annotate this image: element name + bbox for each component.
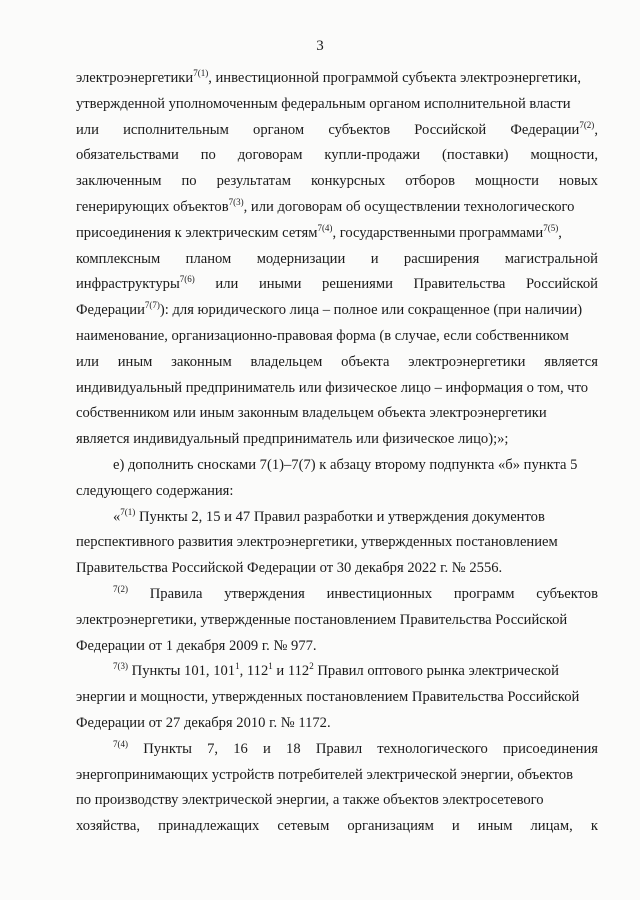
word: технологического <box>377 740 488 757</box>
text-line: индивидуальный предприниматель или физическое лицо – информация о том, что <box>76 379 589 396</box>
word: Правил <box>315 740 363 757</box>
footnote-marker: 7(4) <box>113 738 128 749</box>
word: субъектов <box>536 585 598 602</box>
footnote-marker: 1 <box>268 661 273 672</box>
text-line: утвержденной уполномоченным федеральным органом исполнительной власти <box>76 95 571 112</box>
word: владельцем <box>250 353 323 370</box>
text-line: генерирующих объектов$^{7(3)}$, или договорам об осуществлении технологического <box>76 196 575 215</box>
word: и <box>370 250 379 267</box>
text-line <box>76 737 598 763</box>
text-line: электроэнергетики, утвержденные постановлением Правительства Российской <box>76 611 568 628</box>
word: Правила <box>149 585 203 602</box>
text-line: Федерации от 27 декабря 2010 г. № 1172. <box>76 714 331 731</box>
text-line: является индивидуальный предприниматель или физическое лицо);»; <box>76 431 509 448</box>
text-line <box>76 118 598 144</box>
footnote-marker: 2 <box>309 661 314 672</box>
word: хозяйства, <box>76 818 141 835</box>
word: субъектов <box>328 121 391 138</box>
page-number: 3 <box>316 38 324 54</box>
text-line: Правительства Российской Федерации от 30 декабря 2022 г. № 2556. <box>76 560 503 577</box>
word: инфраструктуры$^{7(6)}$ <box>76 274 195 293</box>
text-line: Федерации$^{7(7)}$): для юридического лица – полное или сокращенное (при наличии) <box>76 300 583 319</box>
word: заключенным <box>76 173 162 190</box>
word: Федерации$^{7(2)}$, <box>510 119 598 138</box>
word: Пункты <box>143 740 192 757</box>
text-line: перспективного развития электроэнергетики, утвержденных постановлением <box>76 534 558 551</box>
word: расширения <box>403 250 480 267</box>
word <box>113 582 128 608</box>
word: иным <box>477 818 513 835</box>
word: модернизации <box>256 250 346 267</box>
word: мощности, <box>530 147 598 164</box>
word: присоединения <box>502 740 598 757</box>
footnote-marker: 7(6) <box>179 274 195 285</box>
word: 16 <box>233 740 248 757</box>
word: или <box>76 121 99 138</box>
footnote-marker: 7(5) <box>543 222 559 233</box>
word: Российской <box>414 121 487 138</box>
text-line <box>76 143 598 169</box>
word: к <box>590 818 598 835</box>
footnote-marker: 7(3) <box>113 661 128 672</box>
word: результатам <box>216 173 291 190</box>
word: решениями <box>322 276 393 293</box>
word: договорам <box>237 147 303 164</box>
word: объекта <box>341 353 390 370</box>
footnote-marker: 7(4) <box>317 222 333 233</box>
word: и <box>451 818 460 835</box>
text-line <box>76 582 598 608</box>
word: 7, <box>207 740 219 757</box>
word: магистральной <box>504 250 598 267</box>
word: планом <box>185 250 232 267</box>
text-line: Федерации от 1 декабря 2009 г. № 977. <box>76 637 317 654</box>
text-line: по производству электрической энергии, а также объектов электросетевого <box>76 792 544 809</box>
text-line <box>76 272 598 298</box>
footnote-marker: 7(1) <box>193 68 209 78</box>
text-line: е) дополнить сносками 7(1)–7(7) к абзацу второму подпункта «б» пункта 5 <box>113 456 578 473</box>
text-line: собственником или иным законным владельцем объекта электроэнергетики <box>76 405 547 422</box>
text-line: электроэнергетики$^{7(1)}$, инвестиционной программой субъекта электроэнергетики, <box>76 68 582 86</box>
word: является <box>544 353 598 370</box>
word: (поставки) <box>442 147 509 164</box>
footnote-marker: 7(3) <box>228 196 244 207</box>
word: электроэнергетики <box>408 353 526 370</box>
word <box>113 737 128 763</box>
text-line: «$^{7(1)}$ Пункты 2, 15 и 47 Правил разработки и утверждения документов <box>113 506 545 525</box>
word: сетевым <box>277 818 330 835</box>
word: конкурсных <box>310 173 386 190</box>
word: и <box>263 740 271 757</box>
footnote-marker: 7(2) <box>113 583 128 594</box>
word: по <box>181 173 197 190</box>
footnote-marker: 7(1) <box>120 506 136 517</box>
text-line: $^{7(3)}$ Пункты 101, $101^1$, $112^1$ и $112^2$ Правил оптового рынка электрической <box>113 661 559 680</box>
word: органом <box>253 121 305 138</box>
text-line: энергии и мощности, утвержденных постановлением Правительства Российской <box>76 689 580 706</box>
word: комплексным <box>76 250 161 267</box>
word: обязательствами <box>76 147 179 164</box>
footnote-marker: 1 <box>235 661 240 672</box>
text-line: наименование, организационно-правовая форма (в случае, если собственником <box>76 327 569 344</box>
document-body <box>76 66 598 840</box>
word: программ <box>453 585 515 602</box>
word: лицам, <box>530 818 573 835</box>
word: исполнительным <box>123 121 229 138</box>
word: Российской <box>526 276 598 293</box>
word: отборов <box>405 173 455 190</box>
word: Правительства <box>413 276 506 293</box>
word: по <box>200 147 216 164</box>
word: организациям <box>347 818 434 835</box>
word: 18 <box>286 740 301 757</box>
word: или <box>215 276 239 293</box>
text-line <box>76 350 598 376</box>
text-line: присоединения к электрическим сетям$^{7(4)}$, государственными программами$^{7(5)}$, <box>76 222 562 241</box>
word: иными <box>258 276 302 293</box>
word: или <box>76 353 99 370</box>
word: принадлежащих <box>158 818 260 835</box>
text-line: следующего содержания: <box>76 482 234 499</box>
word: купли-продажи <box>324 147 421 164</box>
text-line <box>76 814 598 840</box>
word: инвестиционных <box>326 585 433 602</box>
word: новых <box>558 173 598 190</box>
word: законным <box>171 353 232 370</box>
word: мощности <box>474 173 539 190</box>
text-line: энергопринимающих устройств потребителей электрической энергии, объектов <box>76 766 573 783</box>
word: утверждения <box>224 585 305 602</box>
footnote-marker: 7(2) <box>579 119 595 130</box>
footnote-marker: 7(7) <box>144 300 160 311</box>
text-line <box>76 247 598 273</box>
text-line <box>76 169 598 195</box>
word: иным <box>117 353 153 370</box>
